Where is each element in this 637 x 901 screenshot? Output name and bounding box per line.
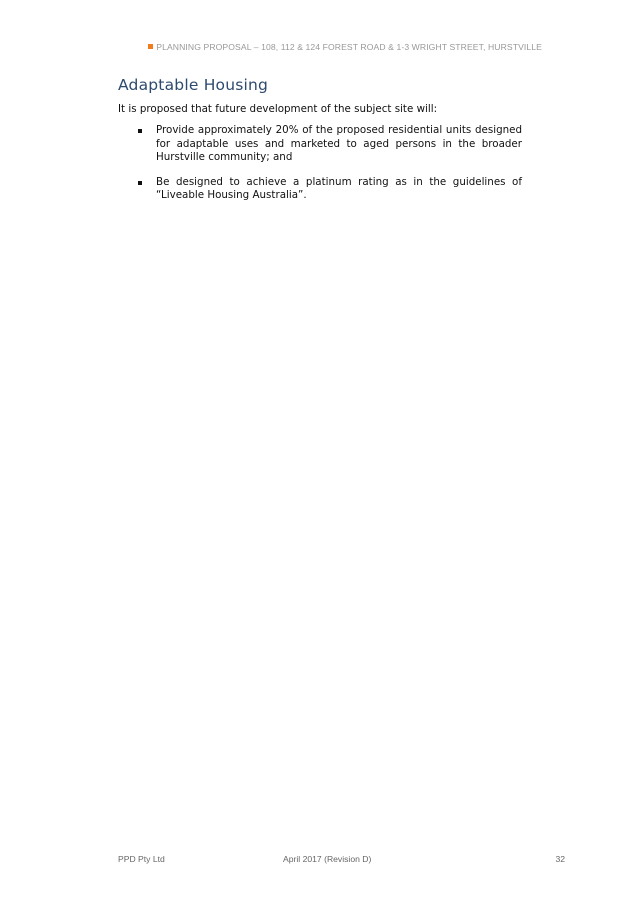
square-bullet-icon	[138, 181, 142, 185]
list-item-text: Be designed to achieve a platinum rating as in the guidelines of “Liveable Housing Australia”.	[156, 175, 522, 202]
page-header	[148, 42, 542, 52]
footer-company: PPD Pty Ltd	[118, 854, 165, 864]
footer-date: April 2017 (Revision D)	[283, 854, 372, 864]
list-item-text: Provide approximately 20% of the proposed residential units designed for adaptable uses and marketed to aged persons in the broader Hurstville community; and	[156, 124, 522, 164]
page-number: 32	[555, 854, 565, 864]
header-text: PLANNING PROPOSAL – 108, 112 & 124 FOREST ROAD & 1-3 WRIGHT STREET, HURSTVILLE	[156, 42, 542, 52]
list-item	[118, 176, 522, 203]
bullet-list	[118, 124, 522, 214]
intro-paragraph: It is proposed that future development of the subject site will:	[118, 103, 438, 115]
list-item	[118, 124, 522, 165]
section-title: Adaptable Housing	[118, 76, 269, 94]
orange-square-icon	[148, 44, 153, 49]
square-bullet-icon	[138, 129, 142, 133]
